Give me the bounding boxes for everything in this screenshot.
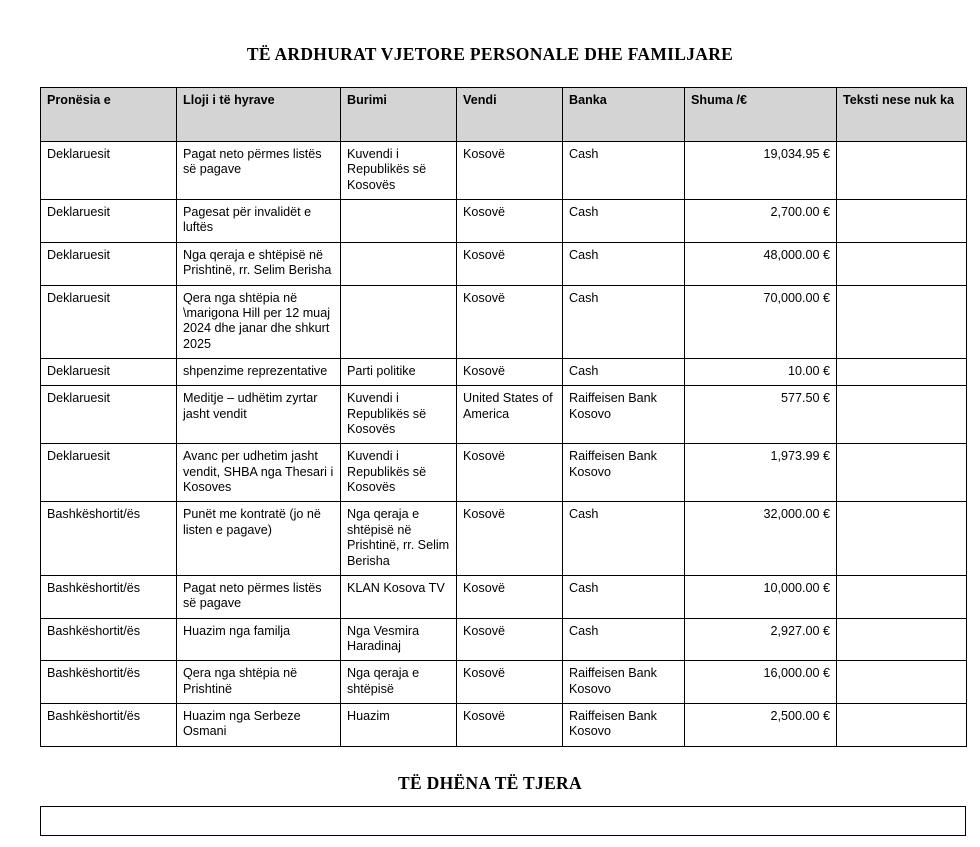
cell-source: Kuvendi i Republikës së Kosovës: [341, 444, 457, 502]
cell-income-type: Avanc per udhetim jasht vendit, SHBA nga Thesari i Kosoves: [177, 444, 341, 502]
cell-source: Nga qeraja e shtëpisë në Prishtinë, rr. Selim Berisha: [341, 502, 457, 575]
cell-ownership: Deklaruesit: [41, 142, 177, 200]
cell-ownership: Deklaruesit: [41, 358, 177, 385]
cell-income-type: Pagesat për invalidët e luftës: [177, 200, 341, 243]
cell-country: Kosovë: [457, 285, 563, 358]
table-row: [41, 358, 967, 385]
cell-amount: 48,000.00 €: [685, 242, 837, 285]
cell-source: [341, 200, 457, 243]
cell-income-type: Qera nga shtëpia në Prishtinë: [177, 661, 341, 704]
page-title: TË ARDHURAT VJETORE PERSONALE DHE FAMILJARE: [246, 44, 734, 64]
cell-bank: Raiffeisen Bank Kosovo: [563, 444, 685, 502]
table-row: [41, 704, 967, 747]
cell-ownership: Bashkëshortit/ës: [41, 575, 177, 618]
cell-amount: 2,927.00 €: [685, 618, 837, 661]
cell-amount: 19,034.95 €: [685, 142, 837, 200]
cell-source: [341, 285, 457, 358]
cell-bank: Cash: [563, 502, 685, 575]
cell-bank: Raiffeisen Bank Kosovo: [563, 704, 685, 747]
other-data-title: TË DHËNA TË TJERA: [398, 772, 582, 793]
column-header-bank: Banka: [563, 88, 685, 142]
table-row: [41, 575, 967, 618]
cell-bank: Cash: [563, 358, 685, 385]
cell-source: Huazim: [341, 704, 457, 747]
cell-note: [837, 285, 967, 358]
cell-amount: 70,000.00 €: [685, 285, 837, 358]
cell-bank: Cash: [563, 575, 685, 618]
cell-source: Nga qeraja e shtëpisë: [341, 661, 457, 704]
cell-note: [837, 618, 967, 661]
column-header-ownership: Pronësia e: [41, 88, 177, 142]
cell-bank: Cash: [563, 618, 685, 661]
cell-country: Kosovë: [457, 142, 563, 200]
cell-amount: 577.50 €: [685, 386, 837, 444]
cell-source: Parti politike: [341, 358, 457, 385]
cell-ownership: Deklaruesit: [41, 285, 177, 358]
column-header-amount: Shuma /€: [685, 88, 837, 142]
column-header-note: Teksti nese nuk ka: [837, 88, 967, 142]
cell-amount: 2,500.00 €: [685, 704, 837, 747]
cell-income-type: Qera nga shtëpia në \marigona Hill per 12 muaj 2024 dhe janar dhe shkurt 2025: [177, 285, 341, 358]
cell-source: [341, 242, 457, 285]
table-row: [41, 242, 967, 285]
cell-bank: Cash: [563, 142, 685, 200]
cell-country: Kosovë: [457, 200, 563, 243]
cell-income-type: Meditje – udhëtim zyrtar jasht vendit: [177, 386, 341, 444]
cell-country: Kosovë: [457, 661, 563, 704]
cell-country: United States of America: [457, 386, 563, 444]
other-data-box: [40, 806, 966, 836]
cell-note: [837, 386, 967, 444]
cell-bank: Cash: [563, 242, 685, 285]
cell-amount: 16,000.00 €: [685, 661, 837, 704]
cell-amount: 10.00 €: [685, 358, 837, 385]
table-row: [41, 618, 967, 661]
cell-source: Kuvendi i Republikës së Kosovës: [341, 386, 457, 444]
cell-bank: Cash: [563, 200, 685, 243]
cell-note: [837, 142, 967, 200]
cell-bank: Raiffeisen Bank Kosovo: [563, 386, 685, 444]
income-table: [40, 87, 967, 747]
cell-income-type: shpenzime reprezentative: [177, 358, 341, 385]
cell-ownership: Bashkëshortit/ës: [41, 502, 177, 575]
table-row: [41, 502, 967, 575]
cell-note: [837, 661, 967, 704]
cell-ownership: Deklaruesit: [41, 242, 177, 285]
cell-amount: 32,000.00 €: [685, 502, 837, 575]
cell-amount: 2,700.00 €: [685, 200, 837, 243]
cell-ownership: Bashkëshortit/ës: [41, 661, 177, 704]
table-row: [41, 142, 967, 200]
cell-country: Kosovë: [457, 704, 563, 747]
cell-note: [837, 200, 967, 243]
column-header-income-type: Lloji i të hyrave: [177, 88, 341, 142]
cell-bank: Cash: [563, 285, 685, 358]
cell-income-type: Pagat neto përmes listës së pagave: [177, 142, 341, 200]
cell-income-type: Pagat neto përmes listës së pagave: [177, 575, 341, 618]
document-page: [0, 44, 980, 847]
cell-note: [837, 575, 967, 618]
table-row: [41, 285, 967, 358]
cell-source: Kuvendi i Republikës së Kosovës: [341, 142, 457, 200]
cell-note: [837, 358, 967, 385]
table-header-row: [41, 88, 967, 142]
cell-ownership: Deklaruesit: [41, 386, 177, 444]
cell-country: Kosovë: [457, 618, 563, 661]
cell-income-type: Nga qeraja e shtëpisë në Prishtinë, rr. Selim Berisha: [177, 242, 341, 285]
cell-note: [837, 444, 967, 502]
cell-income-type: Huazim nga Serbeze Osmani: [177, 704, 341, 747]
cell-income-type: Punët me kontratë (jo në listen e pagave): [177, 502, 341, 575]
cell-source: Nga Vesmira Haradinaj: [341, 618, 457, 661]
column-header-source: Burimi: [341, 88, 457, 142]
cell-country: Kosovë: [457, 358, 563, 385]
cell-ownership: Bashkëshortit/ës: [41, 704, 177, 747]
cell-note: [837, 242, 967, 285]
cell-country: Kosovë: [457, 575, 563, 618]
cell-country: Kosovë: [457, 242, 563, 285]
cell-ownership: Bashkëshortit/ës: [41, 618, 177, 661]
table-row: [41, 661, 967, 704]
cell-ownership: Deklaruesit: [41, 444, 177, 502]
table-row: [41, 386, 967, 444]
table-row: [41, 200, 967, 243]
cell-amount: 10,000.00 €: [685, 575, 837, 618]
cell-note: [837, 704, 967, 747]
cell-source: KLAN Kosova TV: [341, 575, 457, 618]
cell-amount: 1,973.99 €: [685, 444, 837, 502]
cell-country: Kosovë: [457, 502, 563, 575]
cell-ownership: Deklaruesit: [41, 200, 177, 243]
cell-country: Kosovë: [457, 444, 563, 502]
cell-bank: Raiffeisen Bank Kosovo: [563, 661, 685, 704]
cell-note: [837, 502, 967, 575]
column-header-country: Vendi: [457, 88, 563, 142]
cell-income-type: Huazim nga familja: [177, 618, 341, 661]
table-body: [41, 142, 967, 747]
table-row: [41, 444, 967, 502]
